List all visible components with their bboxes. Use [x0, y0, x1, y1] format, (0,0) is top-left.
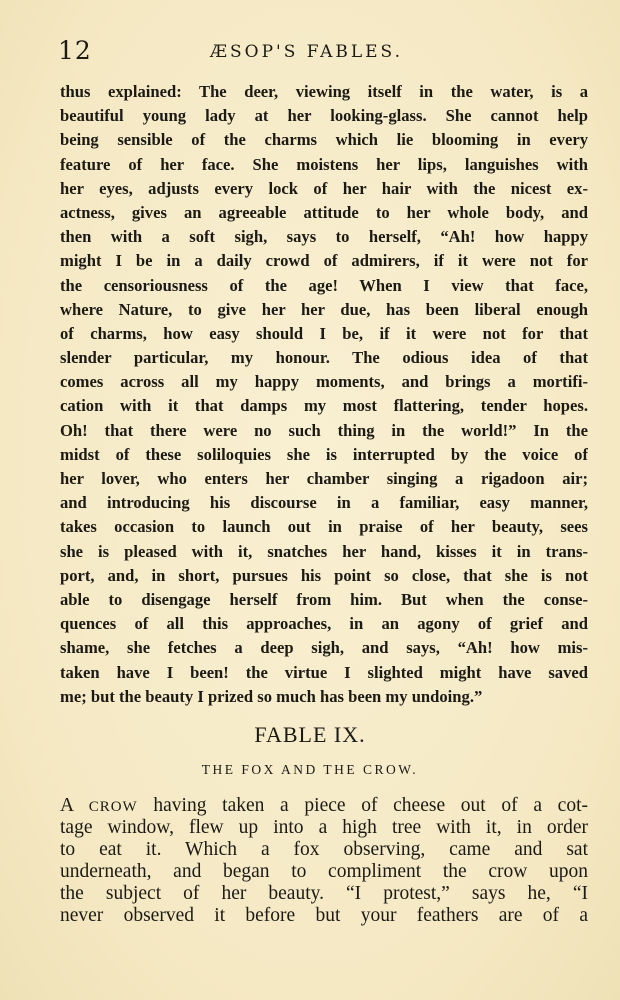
text-line: actness, gives an agreeable attitude to her whole body, and [60, 202, 588, 222]
page-number: 12 [58, 36, 92, 65]
text-line: taken have I been! the virtue I slighted might have saved [60, 662, 588, 682]
text-line: then with a soft sigh, says to herself, “Ah! how happy [60, 227, 588, 247]
text-line: able to disengage herself from him. But when the conse- [60, 589, 588, 609]
text-line: cation with it that damps my most flattering, tender hopes. [60, 396, 588, 416]
page-header [58, 36, 588, 68]
fable-line: the subject of her beauty. “I protest,” says he, “I [60, 883, 588, 904]
fable-first-line [60, 795, 588, 817]
text-line: me; but the beauty I prized so much has been my undoing.” [60, 686, 483, 706]
fable-line: underneath, and began to compliment the crow upon [60, 861, 588, 882]
drop-word-lead: A [60, 795, 89, 816]
text-line: quences of all this approaches, in an agony of grief and [60, 614, 588, 634]
fable-line: tage window, flew up into a high tree with it, in order [60, 817, 588, 838]
drop-word-smallcaps: CROW [88, 799, 138, 815]
first-line-rest: having taken a piece of cheese out of a cot- [137, 795, 588, 816]
text-line: she is pleased with it, snatches her hand, kisses it in trans- [60, 541, 588, 561]
text-line: being sensible of the charms which lie blooming in every [60, 130, 588, 150]
text-line: might I be in a daily crowd of admirers, if it were not for [60, 251, 588, 271]
text-line: shame, she fetches a deep sigh, and says, “Ah! how mis- [60, 638, 588, 658]
fable-subtitle: THE FOX AND THE CROW. [201, 762, 419, 777]
text-line: her eyes, adjusts every lock of her hair with the nicest ex- [60, 178, 588, 198]
moral-paragraph [60, 80, 588, 709]
text-line: where Nature, to give her her due, has been liberal enough [60, 299, 588, 319]
text-line: takes occasion to launch out in praise of her beauty, sees [60, 517, 588, 537]
text-line: thus explained: The deer, viewing itself in the water, is a [60, 82, 588, 101]
fable-line: to eat it. Which a fox observing, came and sat [60, 839, 588, 860]
text-line: Oh! that there were no such thing in the world!” In the [60, 420, 588, 440]
text-line: beautiful young lady at her looking-glass. She cannot help [60, 106, 588, 126]
text-line: port, and, in short, pursues his point so close, that she is not [60, 565, 588, 585]
fable-paragraph [60, 795, 588, 927]
fable-line: never observed it before but your feathers are of a [60, 905, 588, 926]
text-line: of charms, how easy should I be, if it were not for that [60, 323, 588, 343]
text-line: feature of her face. She moistens her lips, languishes with [60, 154, 588, 174]
text-line: her lover, who enters her chamber singing a rigadoon air; [60, 469, 588, 488]
text-line: the censoriousness of the age! When I view that face, [60, 275, 588, 295]
fable-title: FABLE IX. [254, 722, 366, 747]
text-line: slender particular, my honour. The odious idea of that [60, 348, 588, 368]
text-line: comes across all my happy moments, and brings a mortifi- [60, 372, 588, 392]
running-title: ÆSOP'S FABLES. [210, 42, 403, 62]
text-line: midst of these soliloquies she is interrupted by the voice of [60, 444, 588, 464]
text-line: and introducing his discourse in a familiar, easy manner, [60, 493, 588, 513]
